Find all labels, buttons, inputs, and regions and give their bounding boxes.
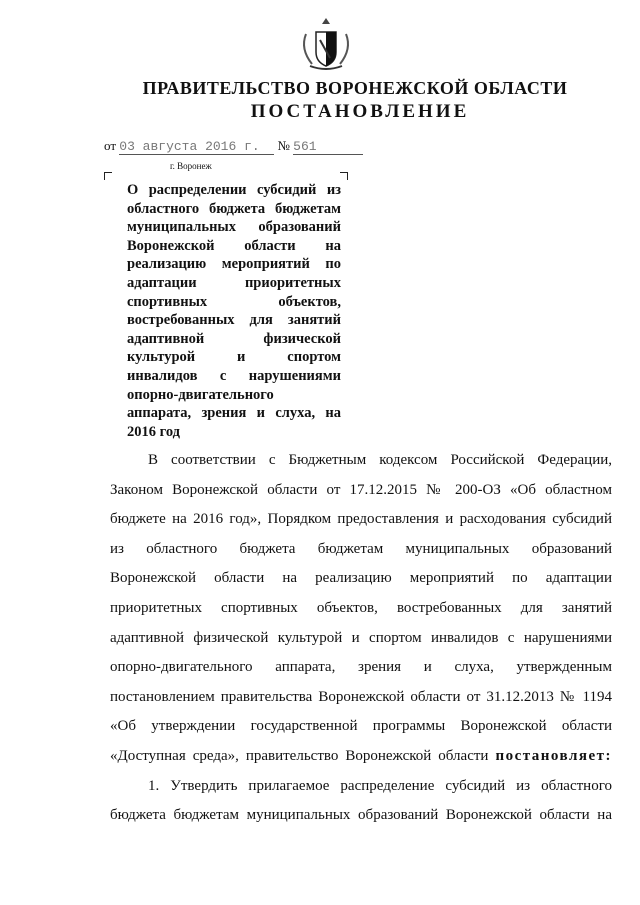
corner-mark-left bbox=[104, 172, 112, 180]
body-line: постановлением правительства Воронежской области от 31.12.2013 № 1194 bbox=[110, 688, 612, 705]
title-line: опорно-двигательного bbox=[127, 386, 274, 403]
body-line: опорно-двигательного аппарата, зрения и слуха, утвержденным bbox=[110, 659, 612, 676]
title-line: спортивных объектов, bbox=[127, 293, 341, 310]
document-title bbox=[127, 181, 341, 441]
date-number-line bbox=[104, 138, 363, 155]
title-line: адаптации приоритетных bbox=[127, 274, 341, 291]
title-line: адаптивной физической bbox=[127, 330, 341, 347]
number-label: № bbox=[277, 138, 290, 153]
corner-mark-right bbox=[340, 172, 348, 180]
body-line: Законом Воронежской области от 17.12.2015 № 200-ОЗ «Об областном bbox=[110, 481, 612, 498]
body-text: «Доступная среда», правительство Воронежской области bbox=[110, 747, 489, 764]
title-line: областного бюджета бюджетам bbox=[127, 200, 341, 217]
coat-of-arms-emblem bbox=[296, 14, 356, 74]
title-line: инвалидов с нарушениями bbox=[127, 367, 341, 384]
body-line bbox=[110, 742, 612, 772]
body-line: бюджета бюджетам муниципальных образований Воронежской области на bbox=[110, 807, 612, 824]
document-date: 03 августа 2016 г. bbox=[119, 139, 274, 155]
document-type: ПОСТАНОВЛЕНИЕ bbox=[250, 101, 470, 122]
title-line: аппарата, зрения и слуха, на bbox=[127, 405, 341, 422]
body-line: В соответствии с Бюджетным кодексом Российской Федерации, bbox=[148, 452, 612, 468]
city: г. Воронеж bbox=[170, 161, 212, 171]
title-line: О распределении субсидий из bbox=[127, 182, 341, 198]
title-line: востребованных для занятий bbox=[127, 312, 341, 329]
document-number: 561 bbox=[293, 139, 363, 155]
title-line: Воронежской области на bbox=[127, 237, 341, 254]
body-line: Воронежской области на реализацию мероприятий по адаптации bbox=[110, 570, 612, 587]
organization-name: ПРАВИТЕЛЬСТВО ВОРОНЕЖСКОЙ ОБЛАСТИ bbox=[142, 78, 568, 98]
body-line: бюджете на 2016 год», Порядком предоставления и расходования субсидий bbox=[110, 511, 612, 528]
body-line: «Об утверждении государственной программы Воронежской области bbox=[110, 718, 612, 735]
document-body bbox=[110, 446, 612, 831]
title-line: культурой и спортом bbox=[127, 349, 341, 366]
body-line: приоритетных спортивных объектов, востребованных для занятий bbox=[110, 599, 612, 616]
title-line: реализацию мероприятий по bbox=[127, 256, 341, 273]
title-line: 2016 год bbox=[127, 423, 181, 440]
body-line: адаптивной физической культурой и спортом инвалидов с нарушениями bbox=[110, 629, 612, 646]
body-line: из областного бюджета бюджетам муниципальных образований bbox=[110, 540, 612, 557]
from-label: от bbox=[104, 138, 117, 153]
title-line: муниципальных образований bbox=[127, 219, 341, 236]
body-line: 1. Утвердить прилагаемое распределение субсидий из областного bbox=[148, 777, 612, 794]
resolves-emphasis: постановляет: bbox=[495, 747, 613, 764]
